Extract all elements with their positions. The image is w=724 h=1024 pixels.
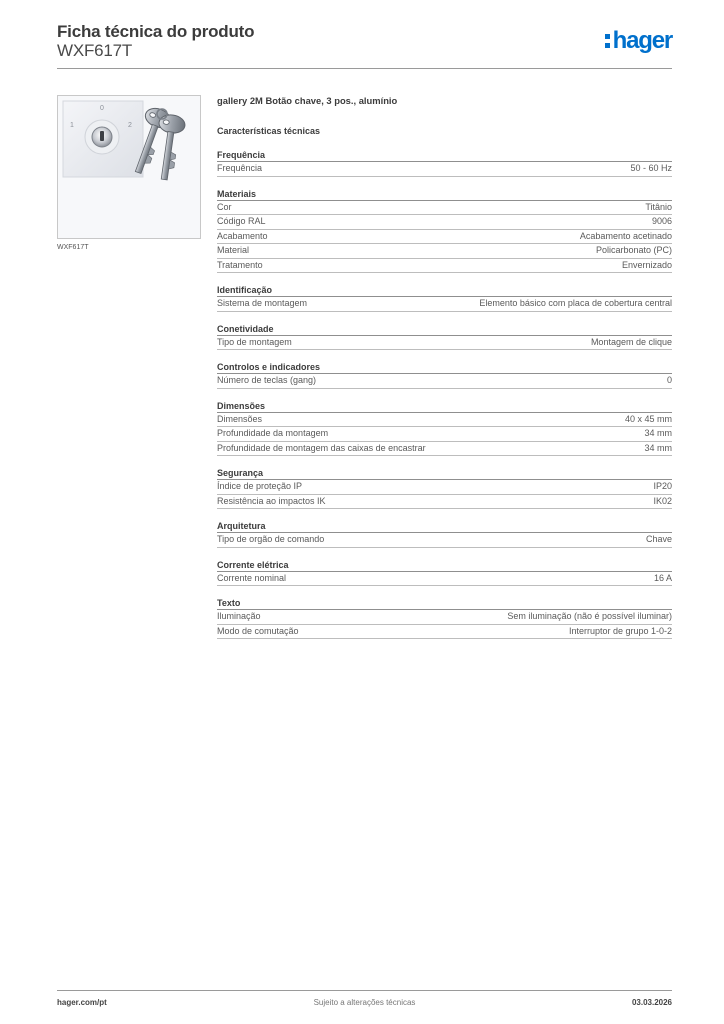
spec-value: Sem iluminação (não é possível iluminar) (507, 611, 672, 621)
position-label-2: 2 (128, 122, 132, 129)
product-name: gallery 2M Botão chave, 3 pos., alumínio (217, 95, 398, 106)
spec-label: Frequência (217, 163, 263, 173)
spec-group (217, 466, 672, 509)
spec-row (217, 625, 672, 640)
spec-group-title: Segurança (217, 466, 672, 480)
spec-groups (217, 148, 672, 639)
spec-group (217, 519, 672, 548)
document-title: Ficha técnica do produto (57, 22, 255, 41)
spec-label: Tratamento (217, 259, 263, 270)
document-header (57, 20, 672, 70)
spec-row (217, 442, 672, 457)
spec-label: Profundidade de montagem das caixas de encastrar (217, 442, 426, 453)
spec-row (217, 162, 672, 177)
spec-row (217, 374, 672, 389)
spec-row (217, 201, 672, 216)
key-switch-illustration (58, 96, 201, 239)
product-code: WXF617T (57, 41, 133, 60)
spec-value: 50 - 60 Hz (630, 163, 672, 173)
spec-value: 40 x 45 mm (624, 413, 672, 424)
spec-value: 34 mm (644, 442, 672, 453)
spec-value: IK02 (653, 495, 672, 506)
spec-row (217, 244, 672, 259)
footer-disclaimer: Sujeito a alterações técnicas (313, 998, 416, 1007)
spec-group-title: Arquitetura (217, 519, 672, 533)
spec-row (217, 480, 672, 495)
spec-label: Índice de proteção IP (217, 481, 303, 491)
spec-value: 16 A (653, 572, 672, 583)
spec-group-title: Controlos e indicadores (217, 360, 672, 374)
spec-row (217, 610, 672, 625)
spec-label: Sistema de montagem (217, 298, 308, 308)
spec-row (217, 297, 672, 312)
spec-group (217, 399, 672, 457)
spec-label: Material (217, 245, 250, 255)
footer-date: 03.03.2026 (631, 998, 672, 1007)
spec-label: Tipo de montagem (217, 336, 292, 347)
spec-group-title: Frequência (217, 148, 672, 162)
spec-value: Titânio (645, 201, 672, 212)
spec-row (217, 336, 672, 351)
spec-value: IP20 (653, 481, 672, 491)
header-divider (57, 68, 672, 69)
spec-value: Chave (645, 534, 672, 544)
image-caption: WXF617T (57, 244, 89, 251)
hager-logo[interactable] (605, 29, 672, 53)
product-image (57, 95, 201, 239)
spec-row (217, 572, 672, 587)
spec-row (217, 259, 672, 274)
spec-label: Resistência ao impactos IK (217, 495, 326, 506)
footer-divider (57, 990, 672, 991)
spec-label: Cor (217, 201, 232, 212)
spec-group (217, 322, 672, 351)
spec-group-title: Corrente elétrica (217, 558, 672, 572)
spec-group (217, 283, 672, 312)
footer-website[interactable]: hager.com/pt (57, 998, 107, 1007)
spec-value: Policarbonato (PC) (595, 245, 672, 255)
spec-value: Envernizado (621, 259, 672, 270)
spec-row (217, 215, 672, 230)
spec-label: Tipo de orgão de comando (217, 534, 325, 544)
spec-group (217, 360, 672, 389)
spec-row (217, 230, 672, 245)
spec-group (217, 148, 672, 177)
spec-label: Modo de comutação (217, 625, 299, 636)
position-label-0: 0 (100, 105, 104, 112)
spec-group-title: Conetividade (217, 322, 672, 336)
position-label-1: 1 (70, 122, 74, 129)
spec-group (217, 596, 672, 639)
logo-text: hager (612, 27, 672, 54)
spec-row (217, 533, 672, 548)
spec-label: Número de teclas (gang) (217, 375, 317, 385)
spec-value: Montagem de clique (590, 336, 672, 347)
spec-value: Interruptor de grupo 1-0-2 (568, 625, 672, 636)
spec-label: Código RAL (217, 216, 266, 226)
spec-label: Acabamento (217, 230, 268, 241)
document-footer (57, 998, 672, 1010)
spec-value: 34 mm (644, 428, 672, 438)
spec-content (217, 94, 672, 639)
spec-value: 9006 (651, 216, 672, 226)
spec-value: 0 (666, 375, 672, 385)
spec-row (217, 427, 672, 442)
section-heading: Características técnicas (217, 126, 321, 136)
spec-label: Profundidade da montagem (217, 428, 329, 438)
spec-label: Iluminação (217, 611, 261, 621)
spec-row (217, 413, 672, 428)
spec-group-title: Dimensões (217, 399, 672, 413)
spec-group-title: Texto (217, 596, 672, 610)
spec-row (217, 495, 672, 510)
spec-label: Corrente nominal (217, 572, 287, 583)
spec-group-title: Identificação (217, 283, 672, 297)
spec-group (217, 187, 672, 274)
spec-value: Elemento básico com placa de cobertura central (479, 298, 672, 308)
logo-colon-icon (605, 33, 611, 51)
spec-group (217, 558, 672, 587)
spec-group-title: Materiais (217, 187, 672, 201)
spec-value: Acabamento acetinado (579, 230, 672, 241)
spec-label: Dimensões (217, 413, 263, 424)
